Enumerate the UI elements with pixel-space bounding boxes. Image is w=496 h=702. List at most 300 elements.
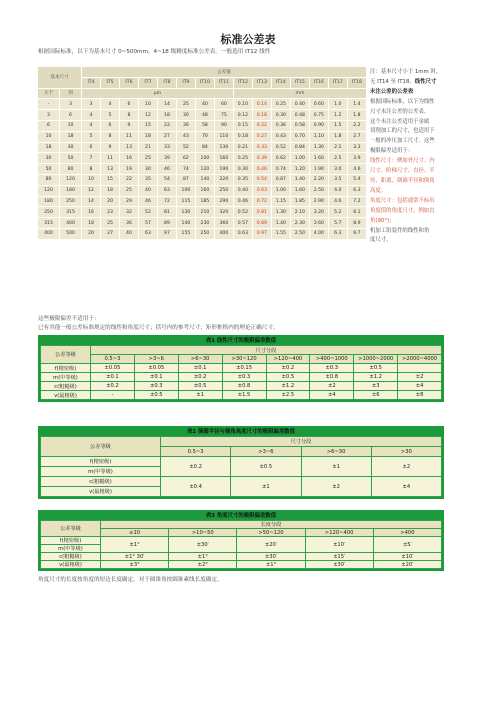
size-range-cell: 6 [38,120,60,131]
segment-col: >3~6 [231,447,301,457]
table-row [41,537,442,545]
tolerance-cell: 110 [214,131,233,142]
value-cell: ±1° [169,553,237,561]
side-heading: 线性尺寸 [414,78,437,85]
tolerance-cell: 23 [101,207,120,218]
tolerance-cell: 190 [214,164,233,175]
tolerance-cell: 0.18 [233,131,252,142]
side-note-line: 注：基本尺寸小于 1mm 时， [370,69,442,75]
tolerance-cell: 1.0 [328,99,347,110]
tolerance-cell: 29 [119,196,138,207]
tolerance-cell: 3.0 [328,164,347,175]
value-cell: ±2° [169,561,237,569]
tolerance-cell: 0.18 [252,110,271,121]
segment-col: 0.5~3 [161,447,231,457]
tolerance-cell: 290 [214,196,233,207]
tolerance-cell: 5.2 [328,207,347,218]
segment-row [41,529,442,537]
size-range-cell: 80 [60,164,82,175]
value-cell: ±0.2 [178,373,222,382]
tolerance-cell: 19 [119,164,138,175]
tolerance-cell: 11 [101,153,120,164]
value-cell: ±0.1 [91,373,135,382]
tolerance-cell: 2.50 [290,228,309,239]
unit-row [38,88,367,99]
unit-um: μm [82,88,234,99]
table-row [41,477,442,487]
side-note-line: 一般的冲压加工尺寸。这些 [370,138,435,145]
segment-row [41,355,442,364]
tolerance-cell: 0.81 [252,207,271,218]
table-row [41,457,442,467]
tolerance-cell: 0.21 [233,142,252,153]
value-cell: ±10′ [373,553,441,561]
side-note-line: 高度； [370,187,387,194]
side-notes [370,68,460,246]
segment-col: 0.5~3 [91,355,135,364]
tolerance-cell: 1.30 [309,142,328,153]
table-row [41,382,442,391]
grade-header: IT15 [290,77,309,88]
table-caption: 表2 倒圆半径与倒角高度尺寸的极限偏差数值 [186,429,296,435]
tolerance-cell: 89 [157,218,176,229]
grade-label: 公差等级 [41,346,91,364]
side-note-line: 线性尺寸：例如外尺寸、内 [370,158,435,165]
tolerance-cell: 3.20 [309,207,328,218]
tolerance-cell: 21 [138,142,157,153]
tolerance-cell: 1.2 [328,110,347,121]
value-cell: ±0.1 [134,373,178,382]
tolerance-cell: 27 [101,228,120,239]
value-cell: ±2.5 [266,391,310,400]
side-note-line: 角(90°)； [370,217,395,224]
table-row [41,391,442,400]
tolerance-cell: 6 [101,120,120,131]
tolerance-cell: 46 [157,164,176,175]
tolerance-cell: 30 [176,110,195,121]
segment-col: >2000~4000 [398,355,442,364]
tolerance-cell: 6.3 [347,185,366,196]
tolerance-cell: 0.30 [233,164,252,175]
tolerance-cell: 5 [101,110,120,121]
size-range-cell: 10 [60,120,82,131]
table-row [41,561,442,569]
tolerance-cell: 58 [195,120,214,131]
tolerance-cell: 140 [176,218,195,229]
value-cell: ±0.3 [222,373,266,382]
tolerance-cell: 4.00 [309,228,328,239]
footer-note: 角度尺寸的长度按角度的短边长度确定，对于圆锥角按圆锥素线长度确定。 [38,577,223,583]
tolerance-cell: 62 [176,153,195,164]
table-row [38,110,367,121]
tolerance-cell: 8.9 [347,218,366,229]
size-range-cell: - [38,99,60,110]
size-range-cell: 500 [60,228,82,239]
grade-header-row [38,77,367,88]
tolerance-cell: 0.30 [271,110,290,121]
grade-header: IT6 [119,77,138,88]
tolerance-cell: 9 [119,120,138,131]
tolerance-cell: 2.1 [328,142,347,153]
tolerance-cell: 18 [101,185,120,196]
from-header: 大于 [38,88,60,99]
value-cell: ±0.5 [231,457,301,477]
side-note-line: 这个未注公差适用于金属 [370,118,430,125]
tolerance-cell: 0.39 [252,153,271,164]
size-range-cell: 80 [38,174,60,185]
value-cell: ±1° [237,561,305,569]
tolerance-cell: 63 [138,228,157,239]
tolerance-cell: 1.55 [271,228,290,239]
segment-col: >120~400 [305,529,373,537]
grade-cell: m(中等级) [41,545,101,553]
grade-cell: f(精密级) [41,364,91,373]
value-cell: ±30′ [169,537,237,553]
tolerance-cell: 1.00 [271,185,290,196]
side-note-line: 尺寸、阶梯尺寸、直径、半 [370,168,435,175]
value-cell: ±0.3 [310,364,354,373]
size-range-cell: 250 [38,207,60,218]
value-cell: ±15′ [305,553,373,561]
tolerance-cell: 20 [82,228,101,239]
grade-cell: c(粗糙级) [41,477,161,487]
tolerance-cell: 7 [82,153,101,164]
tolerance-cell: 0.12 [233,110,252,121]
tolerance-cell: 0.46 [233,196,252,207]
value-cell: ±1 [231,477,301,497]
tolerance-cell: 1.40 [271,218,290,229]
page-title: 标准公差表 [220,33,276,46]
tolerance-value-header: 公差值 [82,67,367,78]
tolerance-cell: 14 [82,196,101,207]
value-cell: ±30′ [237,553,305,561]
tolerance-cell: 1.20 [290,164,309,175]
value-cell: ±0.05 [91,364,135,373]
unit-mm: mm [233,88,366,99]
grade-header: IT14 [271,77,290,88]
tolerance-cell: 70 [195,131,214,142]
side-heading: 未注公差的公差表 [370,88,414,95]
value-cell: ±5′ [373,537,441,553]
tolerance-cell: 140 [195,174,214,185]
tolerance-cell: 40 [195,99,214,110]
grade-header: IT8 [157,77,176,88]
tolerance-cell: 0.97 [252,228,271,239]
tolerance-cell: 18 [138,131,157,142]
segment-label: 长度分段 [101,521,442,529]
tolerance-cell: 40 [138,185,157,196]
value-cell: ±0.5 [134,391,178,400]
tolerance-cell: 0.58 [290,120,309,131]
tolerance-cell: 0.54 [252,174,271,185]
tolerance-cell: 0.87 [271,174,290,185]
value-cell: ±1° [101,537,169,553]
size-range-cell: 180 [60,185,82,196]
value-cell: ±0.8 [310,373,354,382]
grade-header: IT12 [233,77,252,88]
tolerance-cell: 3.9 [347,153,366,164]
tolerance-cell: 35 [138,174,157,185]
tolerance-cell: 16 [119,153,138,164]
segment-col: >30 [371,447,441,457]
tolerance-cell: 4.0 [328,185,347,196]
tolerance-cell: 8 [101,131,120,142]
tolerance-cell: 0.40 [233,185,252,196]
note-exclusions: 已有其他一般公差标准规定的线性和角度尺寸；括号内的参考尺寸；矩形框格内的理论正确尺寸。 [38,325,279,331]
tolerance-cell: 100 [195,153,214,164]
tolerance-cell: 30 [138,164,157,175]
tolerance-cell: 230 [195,218,214,229]
tolerance-cell: 3 [82,99,101,110]
tolerance-cell: 36 [119,218,138,229]
value-cell: ±1.2 [354,373,398,382]
tolerance-cell: 250 [214,185,233,196]
side-note-line: 根据国际标准，以下为线性 [370,98,435,105]
tolerance-cell: 36 [176,120,195,131]
tolerance-cell: 97 [157,228,176,239]
tolerance-cell: 18 [82,218,101,229]
tolerance-cell: 0.89 [252,218,271,229]
tolerance-cell: 0.35 [233,174,252,185]
size-range-cell: 3 [60,99,82,110]
tolerance-cell: 6.3 [328,228,347,239]
side-note-line: 极限偏差适用于： [370,148,414,155]
tolerance-cell: 220 [214,174,233,185]
tolerance-cell: 81 [157,207,176,218]
tolerance-cell: 25 [119,185,138,196]
tolerance-cell: 1.90 [309,164,328,175]
value-cell: ±0.15 [222,364,266,373]
tolerance-cell: 2.5 [328,153,347,164]
size-range-cell: 120 [38,185,60,196]
note-not-applicable: 这些极限偏差不适用于： [38,316,100,322]
side-note-line: 切削加工的尺寸，也适用于 [370,128,435,135]
size-range-cell: 50 [60,153,82,164]
tolerance-cell: 0.10 [233,99,252,110]
tolerance-cell: 11 [119,131,138,142]
value-cell: ±30′ [305,561,373,569]
tolerance-cell: 2.10 [290,207,309,218]
tolerance-cell: 10 [82,174,101,185]
tolerance-cell: 15 [138,120,157,131]
side-note-line: 径、距离、倒圆半径和倒角 [370,177,435,184]
tolerance-cell: 130 [176,207,195,218]
side-note-line: 机加工组装件的线性和角 [370,227,430,234]
linear-tolerance-table [38,335,444,402]
tolerance-cell: 0.90 [309,120,328,131]
tolerance-cell: 0.52 [271,142,290,153]
grade-cell: v(最粗级) [41,487,161,497]
tolerance-cell: 32 [119,207,138,218]
tolerance-cell: 4 [101,99,120,110]
side-note-line [370,78,460,88]
tolerance-cell: 25 [101,218,120,229]
tolerance-cell: 1.8 [347,110,366,121]
tolerance-cell: 0.72 [252,196,271,207]
tolerance-cell: 2.20 [309,174,328,185]
size-range-cell: 10 [38,131,60,142]
intro-text: 根据国际标准，以下为基本尺寸 0~500mm，4~18 级精度标准公差表。一般选用 IT12 线性 [38,49,271,55]
tolerance-cell: 1.10 [309,131,328,142]
value-cell: ±20′ [237,537,305,553]
table-row [38,218,367,229]
value-cell [398,364,442,373]
size-range-cell: 120 [60,174,82,185]
tolerance-cell: 0.48 [290,110,309,121]
tolerance-cell: 0.84 [290,142,309,153]
value-cell: ±1.5 [222,391,266,400]
tolerance-cell: 5.7 [328,218,347,229]
value-cell: ±1 [178,391,222,400]
value-cell: ±2 [398,373,442,382]
tolerance-cell: 39 [157,153,176,164]
table-row [38,131,367,142]
grade-label: 公差等级 [41,521,101,537]
tolerance-cell: 0.46 [252,164,271,175]
size-range-cell: 3 [38,110,60,121]
tolerance-cell: 0.63 [252,185,271,196]
tolerance-cell: 15 [101,174,120,185]
tolerance-cell: 5.4 [347,174,366,185]
tolerance-cell: 43 [176,131,195,142]
tolerance-cell: 1.60 [290,185,309,196]
value-cell: ±0.1 [178,364,222,373]
side-note-line: 角度值的角度尺寸，例如直 [370,207,435,214]
tolerance-cell: 120 [195,164,214,175]
side-note-line: 角度尺寸：包括通常不标出 [370,197,435,204]
size-range-cell: 18 [38,142,60,153]
tolerance-cell: 20 [101,196,120,207]
table-row [38,142,367,153]
segment-col: >50~120 [237,529,305,537]
table-row [38,185,367,196]
segment-col: >3~6 [134,355,178,364]
value-cell: ±0.2 [266,364,310,373]
segment-label: 尺寸分段 [161,437,442,447]
grade-cell: v(最粗级) [41,561,101,569]
value-cell: ±6 [354,391,398,400]
tolerance-cell: 2.90 [309,196,328,207]
size-range-cell: 250 [60,196,82,207]
tolerance-cell: 3.60 [309,218,328,229]
value-cell: ±2 [371,457,441,477]
segment-col: >400 [373,529,441,537]
tolerance-cell: 75 [214,110,233,121]
tolerance-cell: 12 [138,110,157,121]
tolerance-cell: 0.63 [233,228,252,239]
tolerance-cell: 5 [82,131,101,142]
tolerance-cell: 1.00 [290,153,309,164]
table-row [41,553,442,561]
size-range-cell: 400 [60,218,82,229]
tolerance-cell: 84 [195,142,214,153]
tolerance-cell: 9 [101,142,120,153]
value-cell: ±2 [310,382,354,391]
tolerance-cell: 1.85 [290,196,309,207]
tolerance-cell: 2.7 [347,131,366,142]
tolerance-cell: 0.60 [309,99,328,110]
segment-col: >1000~2000 [354,355,398,364]
value-cell: ±0.05 [134,364,178,373]
tolerance-cell: 3.3 [347,142,366,153]
grade-header: IT16 [309,77,328,88]
grade-header: IT4 [82,77,101,88]
tolerance-cell: 115 [176,196,195,207]
value-cell: ±1° 30′ [101,553,169,561]
tolerance-cell: 10 [138,99,157,110]
table-row [38,120,367,131]
tolerance-cell: 8.1 [347,207,366,218]
grade-cell: c(粗糙级) [41,382,91,391]
segment-col: ≤10 [101,529,169,537]
grade-header: IT17 [328,77,347,88]
tolerance-cell: 1.60 [309,153,328,164]
value-cell: ±8 [398,391,442,400]
tolerance-cell: 0.62 [271,153,290,164]
value-cell: ±1.2 [266,382,310,391]
grade-label: 公差等级 [41,437,161,457]
grade-header: IT10 [195,77,214,88]
value-cell: ±0.5 [354,364,398,373]
tolerance-cell: 2.30 [290,218,309,229]
tolerance-cell: 25 [138,153,157,164]
side-note-text: 无 IT14 至 IT18。 [370,78,415,85]
value-cell: ±0.2 [161,457,231,477]
value-cell: ±0.2 [91,382,135,391]
tolerance-cell: 90 [214,120,233,131]
tolerance-cell: 13 [119,142,138,153]
tolerance-cell: 27 [157,131,176,142]
tolerance-cell: 3.5 [328,174,347,185]
tolerance-cell: 360 [214,218,233,229]
grade-cell: v(最粗级) [41,391,91,400]
tolerance-cell: 4.6 [347,164,366,175]
side-note-line: 度尺寸。 [370,237,392,244]
value-cell: ±0.5 [178,382,222,391]
tolerance-cell: 72 [157,196,176,207]
tolerance-cell: 0.40 [290,99,309,110]
table-row [38,153,367,164]
tolerance-cell: 0.57 [233,218,252,229]
tolerance-cell: 0.25 [233,153,252,164]
tolerance-cell: 0.70 [290,131,309,142]
tolerance-cell: 52 [176,142,195,153]
tolerance-cell: 160 [214,153,233,164]
tolerance-cell: 8 [82,164,101,175]
table-row [38,164,367,175]
tolerance-cell: 16 [82,207,101,218]
table-row [41,364,442,373]
tolerance-cell: 22 [157,120,176,131]
tolerance-cell: 2.50 [309,185,328,196]
tolerance-cell: 60 [214,99,233,110]
side-note-line: 尺寸未注公差的公差表。 [370,108,430,115]
tolerance-cell: 1.4 [347,99,366,110]
table-row [41,373,442,382]
value-cell: ±4 [371,477,441,497]
grade-header: IT7 [138,77,157,88]
value-cell: ±0.8 [222,382,266,391]
table-row [38,196,367,207]
tolerance-cell: 185 [195,196,214,207]
tolerance-cell: 63 [157,185,176,196]
standard-tolerance-table [37,66,367,240]
value-cell: ±0.3 [134,382,178,391]
grade-cell: m(中等级) [41,373,91,382]
tolerance-cell: 22 [119,174,138,185]
tolerance-cell: 52 [138,207,157,218]
size-range-cell: 400 [38,228,60,239]
